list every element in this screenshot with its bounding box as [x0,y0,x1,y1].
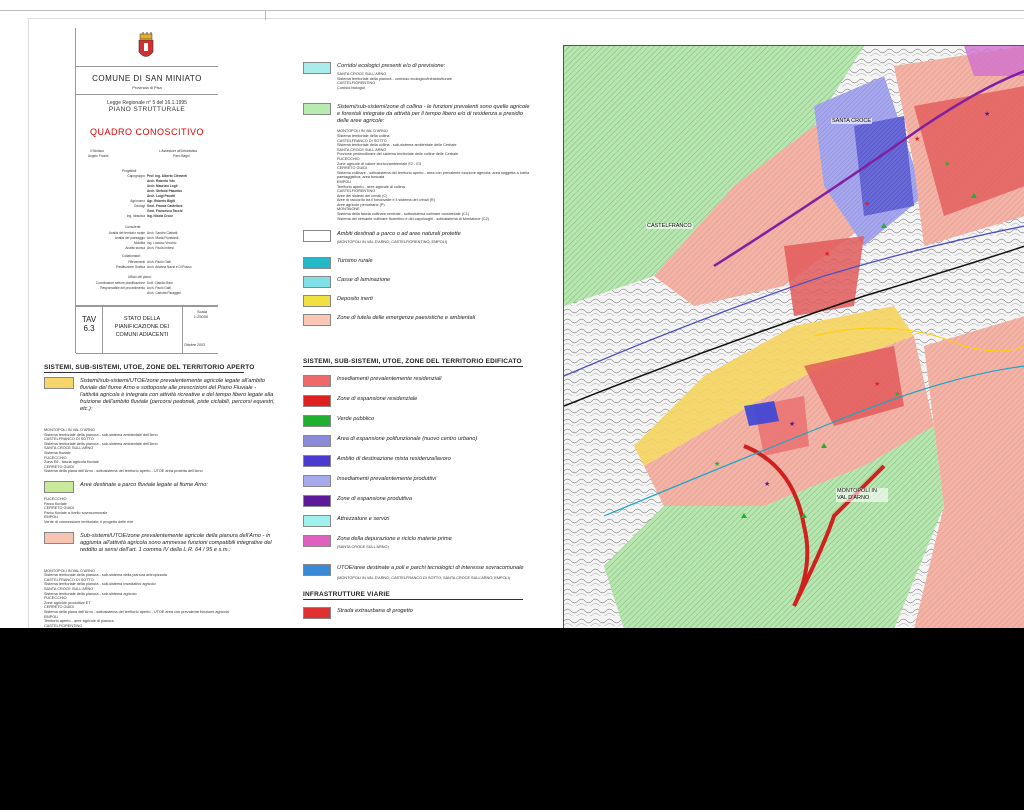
legend-sublabel: SANTA CROCE SULL'ARNO Sistema territoriale della pianura - corridoio ecologico/infrastrutturale CASTELFIORENTINO Corridoi biologici [337,72,452,90]
legend-swatch [44,377,74,389]
scale-label: Scala [196,309,207,314]
place-montopoli: MONTOPOLI IN VAL D'ARNO [836,488,888,502]
assessor-label: L'Assessore all'Urbanistica [159,149,197,153]
map-symbol-star: ★ [864,201,871,208]
built-territory-title: SISTEMI, SUB-SISTEMI, UTOE, ZONE DEL TERRITORIO EDIFICATO [303,358,522,365]
legend-swatch [303,103,331,115]
assessor-name: Piero Bagni [173,154,190,158]
title-block [75,28,218,353]
legend-label: Insediamenti prevalentemente residenziali [337,376,442,382]
legend-label: Casse di laminazione [337,277,391,284]
legend-swatch [303,375,331,387]
sheet-title-line2: PIANIFICAZIONE DEI [114,324,170,330]
credit-name: Geol. Franca Castelloni [147,204,183,208]
divider [44,372,244,373]
credit-role: Coordinatore settore pianificazione [95,281,145,285]
credit-name: Arch. Paolo Galli [147,286,171,290]
divider [303,366,523,367]
legend-sublabel: MONTOPOLI IN VAL D'ARNO Sistema territoriale della collina CASTELFRANCO DI SOTTO Sistema territoriale della collina - sub-sistema ambientale delle Cerbaie SANTA CROCE SULL'ARNO Porzione pedecollinare del sistema territoriale delle colline delle Cerbaie FUCECCHIO Zone agricole di valore storico/ambientale E2 - E3 CERRETO GUIDI Sistema collinare - sottosistema del territorio aperto - area con prevalente funzione agricola; area soggetta a tutela paesaggistica; area boscata EMPOLI Territorio aperto - aree agricole di collina CASTELFIORENTINO Aree dei sistemi dei crinali (C) Aree di raccordo tra il fondovalle e il sistema dei crinali (R) Aree agricole periurbane (P) MONTAIONE Sistema della fascia collinare centrale - sottosistema collinare occidentale (C1) Sistema del versante collinare fiorentino e dei capoluoghi - sottosistema di Montaione (C2) [337,129,530,221]
legend-label: Aree destinate a parco fluviale legate al fiume Arno: [80,482,208,488]
map-symbol-star: ★ [914,136,921,143]
credit-name: Prof. Ing. Alberto Clementi [147,174,188,178]
legend-label: UTOE/aree destinate a poli e parchi tecnologici di interesse sovracomunale [337,564,524,571]
credit-name: Geol. Francesco Tacchi [147,209,183,213]
designers-title: Progettisti: [122,169,138,173]
legend-label: Sistemi/sub-sistemi/UTOE/zone prevalentemente agricole legate all'ambito fluviale del fiume Arno e sottoposte alle prescrizioni del Piano Fluviale - l'attività agricola è integrata con attività ricreative e del tempo libero legate alla fruizione dell'ambito fluviale (percorsi pedonali, piste ciclabili, percorsi equestri, etc.): [80,378,275,412]
legend-sublabel: (MONTOPOLI IN VAL D'ARNO; CASTELFRANCO DI SOTTO; SANTA CROCE SULL'ARNO; EMPOLI) [337,575,510,580]
map-symbol-star: ★ [944,161,951,168]
depuration-zone [964,46,1024,76]
legend-sublabel: (MONTOPOLI IN VAL D'ARNO; CASTELFIORENTINO; EMPOLI) [337,239,448,244]
legend-label: Turismo rurale [337,258,373,265]
credit-name: Dott. Claudio Bani [147,281,173,285]
map-svg[interactable] [564,46,1024,628]
legend-label: Deposito inerti [337,296,373,303]
scale-value: 1:25000 [193,314,209,319]
frame-line-inner [28,18,1024,19]
legend-swatch [303,455,331,467]
divider [303,599,523,600]
divider [76,94,218,95]
credit-name: Arch. Stefano Palumbo [147,189,183,193]
legend-label: Sistemi/sub-sistemi/zone di collina - le funzioni prevalenti sono quelle agricole e forestali integrate da attività per il tempo libero e/o di residenza a presidio delle aree agricole: [337,104,530,125]
legend-label: Corridoi ecologici presenti e/o di previsione: [337,63,446,69]
mixed-zone-santa-croce [854,116,914,216]
legend-label: Zone di espansione residenziale [337,396,418,402]
credit-name: Arch. Paolo Galli [147,260,171,264]
place-santa-croce: SANTA CROCE [832,118,872,124]
frame-tick [265,10,266,20]
legend-label: Strada extraurbana di progetto [337,608,413,614]
credit-name: Arch. Sandro Ciabatti [147,231,178,235]
credit-name: Arch. Maurizio Logli [147,184,178,188]
legend-label: Verde pubblico [337,416,375,422]
legend-swatch [303,276,331,288]
sheet-date: Ottobre 2003 [184,343,205,347]
legend-swatch [44,481,74,493]
credit-name: Arch. Luigi Pavotti [147,194,176,198]
legend-swatch [303,564,331,576]
credit-name: Arch. Arianna Nazzi e Di Russo [147,265,192,269]
legend-sublabel: MONTOPOLI IN VAL D'ARNO Sistema territoriale della pianura - sub-sistema ambientale dell'Arno CASTELFRANCO DI SOTTO Sistema territoriale della pianura - sub-sistema ambientale dell'Arno SANTA CROCE SULL'ARNO Sistema fluviale FUCECCHIO Zona E6 - fascia agricola fluviale CERRETO GUIDI Sistema della piana dell'Arno - sottosistema del territorio aperto - UTOE area protetta dell'Arno [44,428,203,474]
collaborators-title: Collaboratori: [122,254,141,258]
map-symbol-star: ★ [824,251,831,258]
open-territory-title: SISTEMI, SUB-SISTEMI, UTOE, ZONE DEL TERRITORIO APERTO [44,364,255,371]
map-symbol-star: ★ [789,421,796,428]
sheet-title [103,315,181,339]
coat-of-arms-icon [135,32,157,62]
legend-swatch [303,475,331,487]
legend-label: Insediamenti prevalentemente produttivi [337,476,437,482]
credit-name: Arch. Roberto Vdc [147,179,175,183]
legend-swatch [303,62,331,74]
credit-role: Capogruppo [127,174,145,178]
legend-swatch [44,532,74,544]
office-title: Ufficio del piano: [128,275,152,279]
credit-role: Analisi storica [125,246,145,250]
legend-swatch [303,415,331,427]
credit-role: Responsabile del procedimento [100,286,145,290]
mayor-name: Angelo Frosini [88,154,109,158]
frame-line-top [0,10,1024,11]
divider [182,307,183,353]
credit-name: Arch. Marta Fioravanti [147,236,179,240]
credit-role: Restituzione Grafica [116,265,145,269]
credit-name: Arch. Carlotta Paraggini [147,291,181,295]
credit-role: Rilevamenti [128,260,145,264]
map-symbol-star: ★ [764,481,771,488]
legend-swatch [303,395,331,407]
map-panel[interactable] [563,45,1024,628]
consultants-title: Consulenti: [125,225,141,229]
place-castelfranco: CASTELFRANCO [647,223,692,229]
legend-swatch [303,314,331,326]
legend-label: Zone di tutela delle emergenze paesistiche e ambientali [337,315,476,322]
legend-label: Area di espansione polifunzionale (nuovo centro urbano) [337,436,478,442]
credit-name: Ing. Luciano Vecchio [147,241,177,245]
sheet-id-box [76,306,218,354]
law-reference: Legge Regionale n° 5 del 16.1.1995 [107,100,187,106]
legend-label: Ambiti destinati a parco o ad aree naturali protette [337,230,461,237]
legend-swatch [303,295,331,307]
legend-swatch [303,435,331,447]
credit-role: Ing. Idraulica [126,214,145,218]
credit-name: Ing. Nicola Croce [147,214,174,218]
legend-label: Zona della depurazione e riciclo materie prime [337,536,452,542]
legend-sublabel: MONTOPOLI IN VAL D'ARNO Sistema territoriale della pianura - sub-sistema della pianura antropizzata CASTELFRANCO DI SOTTO Sistema territoriale della pianura - sub-sistema insediativo agricolo SANTA CROCE SULL'ARNO Sistema territoriale della pianura - sub-sistema agricolo FUCECCHIO Zone agricole produttive E7 CERRETO GUIDI Sistema della piana dell'Arno - sottosistema del territorio aperto - UTOE area con prevalente funzione agricola EMPOLI Territorio aperto - aree agricole di pianura CASTELFIORENTINO [44,568,229,628]
legend-label: Zone di espansione produttiva [337,496,412,502]
map-symbol-star: ★ [714,461,721,468]
legend-label: Ambito di destinazione mista residenza/lavoro [337,456,451,462]
frame-line-left [28,18,29,628]
map-symbol-star: ★ [894,391,901,398]
credit-name: Agr. Roberto Bigiti [147,199,176,203]
credit-name: Arch. Paola Imbesi [147,246,174,250]
plan-name: PIANO STRUTTURALE [108,106,186,113]
legend-label: Attrezzature e servizi [337,516,390,522]
map-symbol-star: ★ [874,381,881,388]
tav-label: TAV [81,315,97,324]
legend-swatch [303,515,331,527]
province-name: Provincia di Pisa [132,85,162,90]
legend-label: Sub-sistemi/UTOE/zone prevalentemente agricole della pianura dell'Arno - in aggiunta all'attività agricola sono ammesse funzioni compatibili integrative del reddito ai sensi dell'art. 1 comma IV della L.R. 64 / 95 e s.m.: [80,532,272,553]
sheet-title-line1: STATO DELLA [123,316,161,322]
legend-sublabel: (SANTA CROCE SULL'ARNO) [337,545,389,549]
mayor-label: Il Sindaco [90,149,104,153]
credit-role: Agronomo [130,199,145,203]
map-symbol-star: ★ [984,111,991,118]
municipality-name: COMUNE DI SAN MINIATO [92,74,202,83]
legend-swatch [303,257,331,269]
legend-swatch [303,607,331,619]
section-name: QUADRO CONOSCITIVO [89,127,204,137]
tav-number: 6.3 [83,324,95,333]
credit-role: Analisi del paesaggio [114,236,145,240]
legend-swatch [303,495,331,507]
infrastructure-title: INFRASTRUTTURE VIARIE [303,591,390,598]
sheet-title-line3: COMUNI ADIACENTI [115,332,169,338]
legend-sublabel: FUCECCHIO Parco fluviale CERRETO GUIDI Parco fluviale a livello sovracomunale EMPOLI Verde di connessione territoriale: il progetto delle rive [44,497,134,524]
legend-swatch [303,230,331,242]
credit-role: Geologi [134,204,145,208]
credit-role: Mobilità [134,241,145,245]
legend-swatch [303,535,331,547]
divider [76,66,218,67]
credit-role: Analisi del territorio rurale [108,231,145,235]
